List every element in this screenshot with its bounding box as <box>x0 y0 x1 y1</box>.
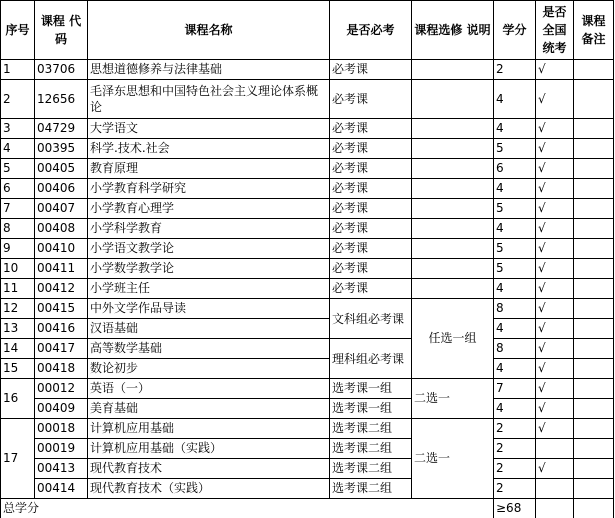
code-cell: 00410 <box>35 239 88 259</box>
remarks-cell <box>574 459 614 479</box>
name-cell: 思想道德修养与法律基础 <box>88 60 330 80</box>
credits-cell: 4 <box>494 359 536 379</box>
elective-note-cell <box>412 159 494 179</box>
elective-note-cell <box>412 199 494 219</box>
seq-cell: 4 <box>1 139 35 159</box>
code-cell: 00413 <box>35 459 88 479</box>
seq-cell: 7 <box>1 199 35 219</box>
header-seq: 序号 <box>1 1 35 60</box>
remarks-cell <box>574 359 614 379</box>
required-cell: 必考课 <box>330 60 412 80</box>
credits-cell: 5 <box>494 139 536 159</box>
table-row <box>1 179 614 199</box>
national-cell: √ <box>536 459 574 479</box>
required-cell: 必考课 <box>330 139 412 159</box>
remarks-cell <box>574 219 614 239</box>
seq-cell: 8 <box>1 219 35 239</box>
table-row <box>1 159 614 179</box>
table-row <box>1 439 614 459</box>
name-cell: 小学数学教学论 <box>88 259 330 279</box>
name-cell: 小学班主任 <box>88 279 330 299</box>
header-row <box>1 1 614 60</box>
header-remarks: 课程备注 <box>574 1 614 60</box>
credits-cell: 4 <box>494 119 536 139</box>
code-cell: 00412 <box>35 279 88 299</box>
credits-cell: 4 <box>494 279 536 299</box>
seq-cell: 9 <box>1 239 35 259</box>
table-row <box>1 80 614 119</box>
elective-note-cell <box>412 80 494 119</box>
required-cell: 必考课 <box>330 119 412 139</box>
table-row <box>1 279 614 299</box>
elective-note-cell <box>412 60 494 80</box>
seq-cell: 3 <box>1 119 35 139</box>
code-cell: 00411 <box>35 259 88 279</box>
seq-cell: 6 <box>1 179 35 199</box>
remarks-cell <box>574 239 614 259</box>
remarks-cell <box>574 439 614 459</box>
seq-cell: 14 <box>1 339 35 359</box>
national-cell: √ <box>536 419 574 439</box>
required-cell: 选考课二组 <box>330 419 412 439</box>
seq-cell: 16 <box>1 379 35 419</box>
name-cell: 美育基础 <box>88 399 330 419</box>
elective-note-cell <box>412 179 494 199</box>
code-cell: 12656 <box>35 80 88 119</box>
table-row <box>1 60 614 80</box>
header-required: 是否必考 <box>330 1 412 60</box>
code-cell: 00409 <box>35 399 88 419</box>
remarks-cell <box>574 279 614 299</box>
national-cell: √ <box>536 379 574 399</box>
name-cell: 数论初步 <box>88 359 330 379</box>
national-cell: √ <box>536 259 574 279</box>
header-national: 是否全国统考 <box>536 1 574 60</box>
total-national-cell <box>536 499 574 518</box>
name-cell: 毛泽东思想和中国特色社会主义理论体系概论 <box>88 80 330 119</box>
table-row <box>1 259 614 279</box>
remarks-cell <box>574 299 614 319</box>
required-arts-group-cell: 文科组必考课 <box>330 299 412 339</box>
name-cell: 现代教育技术 <box>88 459 330 479</box>
national-cell: √ <box>536 60 574 80</box>
elective-choose-one-cell: 二选一 <box>412 379 494 419</box>
table-row <box>1 199 614 219</box>
national-cell: √ <box>536 299 574 319</box>
national-cell: √ <box>536 399 574 419</box>
required-cell: 选考课一组 <box>330 399 412 419</box>
total-row <box>1 499 614 518</box>
code-cell: 00414 <box>35 479 88 499</box>
name-cell: 小学教育心理学 <box>88 199 330 219</box>
seq-cell: 5 <box>1 159 35 179</box>
seq-cell: 13 <box>1 319 35 339</box>
table-row <box>1 239 614 259</box>
remarks-cell <box>574 179 614 199</box>
name-cell: 计算机应用基础 <box>88 419 330 439</box>
credits-cell: 2 <box>494 439 536 459</box>
table-row <box>1 339 614 359</box>
name-cell: 中外文学作品导读 <box>88 299 330 319</box>
table-row <box>1 419 614 439</box>
required-cell: 选考课一组 <box>330 379 412 399</box>
table-row <box>1 459 614 479</box>
seq-cell: 2 <box>1 80 35 119</box>
remarks-cell <box>574 379 614 399</box>
name-cell: 小学科学教育 <box>88 219 330 239</box>
credits-cell: 7 <box>494 379 536 399</box>
credits-cell: 2 <box>494 479 536 499</box>
elective-note-cell <box>412 259 494 279</box>
elective-note-cell <box>412 239 494 259</box>
national-cell: √ <box>536 119 574 139</box>
required-cell: 必考课 <box>330 199 412 219</box>
table-row <box>1 479 614 499</box>
national-cell: √ <box>536 80 574 119</box>
name-cell: 大学语文 <box>88 119 330 139</box>
remarks-cell <box>574 60 614 80</box>
credits-cell: 2 <box>494 60 536 80</box>
required-cell: 必考课 <box>330 239 412 259</box>
national-cell <box>536 479 574 499</box>
table-row <box>1 359 614 379</box>
required-cell: 必考课 <box>330 279 412 299</box>
seq-cell: 12 <box>1 299 35 319</box>
table-row <box>1 139 614 159</box>
elective-note-cell <box>412 279 494 299</box>
table-row <box>1 319 614 339</box>
required-cell: 必考课 <box>330 159 412 179</box>
credits-cell: 2 <box>494 419 536 439</box>
name-cell: 小学语文教学论 <box>88 239 330 259</box>
table-row <box>1 299 614 319</box>
seq-cell: 15 <box>1 359 35 379</box>
remarks-cell <box>574 199 614 219</box>
code-cell: 00418 <box>35 359 88 379</box>
national-cell: √ <box>536 239 574 259</box>
credits-cell: 4 <box>494 179 536 199</box>
code-cell: 00417 <box>35 339 88 359</box>
code-cell: 00416 <box>35 319 88 339</box>
national-cell: √ <box>536 339 574 359</box>
elective-note-cell <box>412 219 494 239</box>
code-cell: 04729 <box>35 119 88 139</box>
required-cell: 必考课 <box>330 80 412 119</box>
remarks-cell <box>574 339 614 359</box>
national-cell: √ <box>536 359 574 379</box>
remarks-cell <box>574 80 614 119</box>
national-cell: √ <box>536 219 574 239</box>
remarks-cell <box>574 419 614 439</box>
name-cell: 英语（一） <box>88 379 330 399</box>
seq-cell: 17 <box>1 419 35 499</box>
credits-cell: 5 <box>494 259 536 279</box>
credits-cell: 4 <box>494 219 536 239</box>
credits-cell: 5 <box>494 239 536 259</box>
credits-cell: 4 <box>494 319 536 339</box>
elective-any-group-cell: 任选一组 <box>412 299 494 379</box>
required-cell: 必考课 <box>330 179 412 199</box>
header-elective-note: 课程选修 说明 <box>412 1 494 60</box>
remarks-cell <box>574 399 614 419</box>
table-row <box>1 119 614 139</box>
name-cell: 小学教育科学研究 <box>88 179 330 199</box>
national-cell: √ <box>536 319 574 339</box>
remarks-cell <box>574 159 614 179</box>
required-cell: 选考课二组 <box>330 459 412 479</box>
remarks-cell <box>574 139 614 159</box>
remarks-cell <box>574 479 614 499</box>
code-cell: 00395 <box>35 139 88 159</box>
name-cell: 科学.技术.社会 <box>88 139 330 159</box>
credits-cell: 8 <box>494 299 536 319</box>
elective-note-cell <box>412 119 494 139</box>
seq-cell: 11 <box>1 279 35 299</box>
code-cell: 00019 <box>35 439 88 459</box>
code-cell: 00018 <box>35 419 88 439</box>
name-cell: 教育原理 <box>88 159 330 179</box>
national-cell: √ <box>536 279 574 299</box>
total-label: 总学分 <box>1 499 494 518</box>
credits-cell: 4 <box>494 80 536 119</box>
required-cell: 必考课 <box>330 259 412 279</box>
elective-note-cell <box>412 139 494 159</box>
code-cell: 00408 <box>35 219 88 239</box>
code-cell: 00012 <box>35 379 88 399</box>
table-row <box>1 399 614 419</box>
remarks-cell <box>574 319 614 339</box>
code-cell: 00406 <box>35 179 88 199</box>
required-cell: 选考课二组 <box>330 479 412 499</box>
national-cell <box>536 439 574 459</box>
table-row <box>1 219 614 239</box>
remarks-cell <box>574 119 614 139</box>
credits-cell: 6 <box>494 159 536 179</box>
credits-cell: 4 <box>494 399 536 419</box>
seq-cell: 1 <box>1 60 35 80</box>
total-credits: ≥68 <box>494 499 536 518</box>
code-cell: 00415 <box>35 299 88 319</box>
elective-choose-one-cell: 二选一 <box>412 419 494 499</box>
credits-cell: 5 <box>494 199 536 219</box>
code-cell: 03706 <box>35 60 88 80</box>
header-credits: 学分 <box>494 1 536 60</box>
required-cell: 选考课二组 <box>330 439 412 459</box>
national-cell: √ <box>536 139 574 159</box>
national-cell: √ <box>536 159 574 179</box>
header-code: 课程 代码 <box>35 1 88 60</box>
remarks-cell <box>574 259 614 279</box>
code-cell: 00405 <box>35 159 88 179</box>
credits-cell: 2 <box>494 459 536 479</box>
header-name: 课程名称 <box>88 1 330 60</box>
credits-cell: 8 <box>494 339 536 359</box>
seq-cell: 10 <box>1 259 35 279</box>
name-cell: 现代教育技术（实践） <box>88 479 330 499</box>
name-cell: 汉语基础 <box>88 319 330 339</box>
table-row <box>1 379 614 399</box>
national-cell: √ <box>536 179 574 199</box>
national-cell: √ <box>536 199 574 219</box>
code-cell: 00407 <box>35 199 88 219</box>
total-remarks-cell <box>574 499 614 518</box>
required-science-group-cell: 理科组必考课 <box>330 339 412 379</box>
name-cell: 计算机应用基础（实践） <box>88 439 330 459</box>
required-cell: 必考课 <box>330 219 412 239</box>
name-cell: 高等数学基础 <box>88 339 330 359</box>
